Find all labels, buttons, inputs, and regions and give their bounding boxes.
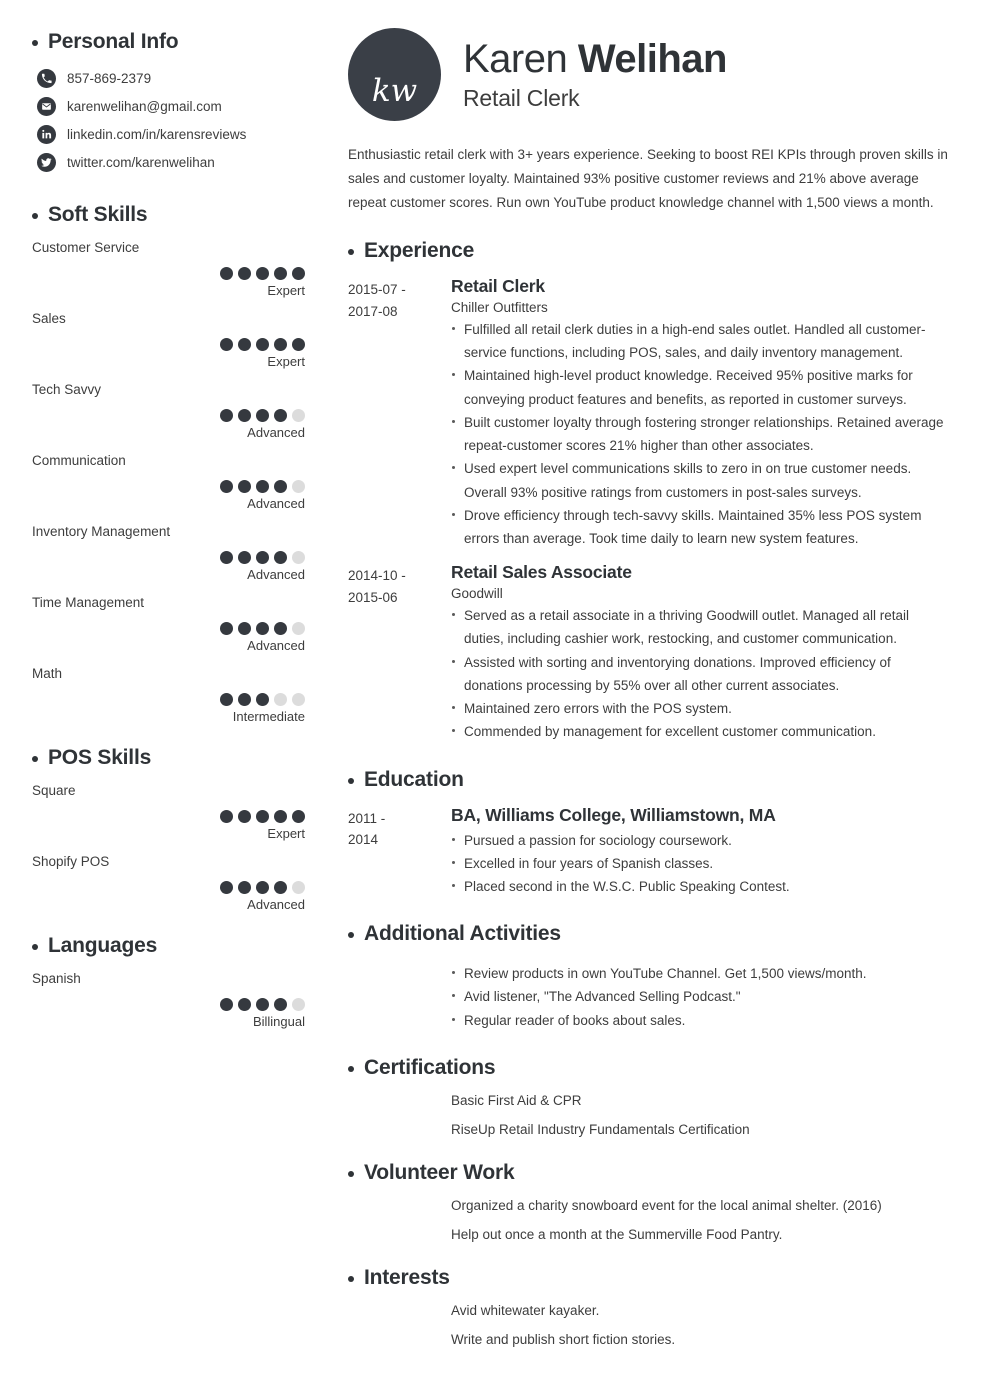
skill-label: Customer Service <box>32 240 140 255</box>
rating-dots <box>32 693 305 706</box>
skill-level-label: Billingual <box>252 1014 305 1029</box>
bullet-icon <box>348 1171 354 1177</box>
rating-dots <box>32 551 305 564</box>
section-heading-interests <box>348 1266 950 1290</box>
skill-label: Math <box>32 666 63 681</box>
plain-entry: Basic First Aid & CPR <box>451 1092 582 1108</box>
rating-dot-filled <box>220 267 233 280</box>
rating-dot-filled <box>238 881 251 894</box>
list-item: Regular reader of books about sales. <box>451 1009 950 1032</box>
skill-label: Sales <box>32 311 66 326</box>
additional-activities-entry <box>348 959 950 1032</box>
skill-item <box>32 382 305 440</box>
plain-entry: Write and publish short fiction stories. <box>451 1331 676 1347</box>
skill-item <box>32 453 305 511</box>
heading-label: Volunteer Work <box>364 1160 515 1184</box>
plain-entry: Avid whitewater kayaker. <box>451 1302 600 1318</box>
entry-title: Retail Clerk <box>451 276 545 297</box>
resume-entry <box>348 805 950 899</box>
rating-dots <box>32 881 305 894</box>
bullet-icon <box>348 1066 354 1072</box>
section-heading-languages <box>32 934 305 958</box>
resume-header <box>348 28 950 121</box>
skill-item <box>32 783 305 841</box>
rating-dots <box>32 998 305 1011</box>
main-content <box>340 0 990 1400</box>
bullet-icon <box>348 249 354 255</box>
rating-dot-filled <box>238 267 251 280</box>
entry-bullets <box>451 829 950 899</box>
page-title <box>463 37 727 81</box>
rating-dots <box>32 409 305 422</box>
skill-label: Spanish <box>32 971 81 986</box>
rating-dot-filled <box>256 622 269 635</box>
rating-dots <box>32 480 305 493</box>
rating-dot-filled <box>238 810 251 823</box>
entry-body <box>451 562 950 743</box>
rating-dots <box>32 267 305 280</box>
rating-dots <box>32 338 305 351</box>
rating-dot-filled <box>238 622 251 635</box>
rating-dot-filled <box>274 810 287 823</box>
list-item: Commended by management for excellent customer communication. <box>451 720 950 743</box>
rating-dot-filled <box>256 693 269 706</box>
section-heading-certifications <box>348 1056 950 1080</box>
rating-dots <box>32 622 305 635</box>
section-heading-personal-info <box>32 30 305 54</box>
resume-entry <box>348 276 950 550</box>
skill-rating <box>32 998 305 1029</box>
skill-label: Inventory Management <box>32 524 171 539</box>
list-item: Fulfilled all retail clerk duties in a high-end sales outlet. Handled all customer-service functions, including POS, sales, and daily inventory management. <box>451 318 950 364</box>
skill-label: Square <box>32 783 76 798</box>
rating-dot-filled <box>256 551 269 564</box>
sidebar <box>0 0 340 1400</box>
rating-dot-filled <box>238 409 251 422</box>
rating-dot-filled <box>256 267 269 280</box>
avatar-monogram: kw <box>371 73 418 109</box>
contact-value: 857-869-2379 <box>67 71 152 86</box>
bullet-icon <box>32 40 38 46</box>
rating-dot-filled <box>238 998 251 1011</box>
skill-rating <box>32 551 305 582</box>
rating-dot-filled <box>220 693 233 706</box>
skill-label: Shopify POS <box>32 854 110 869</box>
skill-label: Communication <box>32 453 126 468</box>
section-heading-experience <box>348 239 950 263</box>
languages-list <box>32 971 305 1029</box>
list-item: Excelled in four years of Spanish classes. <box>451 852 950 875</box>
list-item: Built customer loyalty through fostering stronger relationships. Retained average repeat-customer scores 21% higher than other associates. <box>451 411 950 457</box>
contact-list <box>32 69 305 172</box>
rating-dot-filled <box>274 551 287 564</box>
contact-item-phone[interactable] <box>32 69 305 88</box>
section-heading-pos-skills <box>32 746 305 770</box>
contact-value: karenwelihan@gmail.com <box>67 99 222 114</box>
skill-rating <box>32 267 305 298</box>
contact-value: twitter.com/karenwelihan <box>67 155 215 170</box>
entry-dates: 2014-10 - 2015-06 <box>348 568 406 606</box>
skill-level-label: Advanced <box>247 496 305 511</box>
bullet-icon <box>32 213 38 219</box>
activities-bullets <box>451 962 950 1032</box>
section-heading-soft-skills <box>32 203 305 227</box>
rating-dot-filled <box>220 622 233 635</box>
list-item: Assisted with sorting and inventorying donations. Improved efficiency of donations processing by 55% over all other current associates. <box>451 651 950 697</box>
spacer <box>348 959 451 1032</box>
heading-label: Soft Skills <box>48 203 148 226</box>
list-item: Placed second in the W.S.C. Public Speaking Contest. <box>451 875 950 898</box>
skill-level-label: Advanced <box>247 567 305 582</box>
rating-dot-filled <box>274 338 287 351</box>
heading-label: Certifications <box>364 1055 496 1079</box>
rating-dot-empty <box>292 881 305 894</box>
skill-item <box>32 240 305 298</box>
experience-entries <box>348 276 950 744</box>
entry-dates: 2015-07 - 2017-08 <box>348 282 406 319</box>
section-heading-additional-activities <box>348 922 950 946</box>
rating-dot-filled <box>256 409 269 422</box>
interests-list <box>348 1303 950 1347</box>
skill-rating <box>32 693 305 724</box>
list-item: Pursued a passion for sociology coursework. <box>451 829 950 852</box>
plain-entry: Organized a charity snowboard event for the local animal shelter. (2016) <box>451 1197 882 1213</box>
rating-dot-filled <box>220 551 233 564</box>
first-name: Karen <box>463 37 578 81</box>
rating-dot-filled <box>220 810 233 823</box>
bullet-icon <box>32 756 38 762</box>
rating-dot-filled <box>220 409 233 422</box>
skill-level-label: Intermediate <box>232 709 305 724</box>
volunteer-list <box>348 1198 950 1242</box>
rating-dot-filled <box>256 810 269 823</box>
rating-dot-filled <box>292 810 305 823</box>
rating-dot-filled <box>220 338 233 351</box>
email-icon <box>37 97 56 116</box>
rating-dot-filled <box>256 480 269 493</box>
rating-dot-empty <box>292 551 305 564</box>
rating-dot-filled <box>274 622 287 635</box>
entry-subtitle: Chiller Outfitters <box>451 300 548 316</box>
entry-body <box>451 959 950 1032</box>
bullet-icon <box>32 944 38 950</box>
rating-dots <box>32 810 305 823</box>
summary-text: Enthusiastic retail clerk with 3+ years experience. Seeking to boost REI KPIs through proven skills in sales and customer loyalty. Maintained 93% positive customer reviews and 21% above average repeat customer scores. Run own YouTube product knowledge channel with 1,500 views a month. <box>348 147 948 211</box>
plain-entry: RiseUp Retail Industry Fundamentals Certification <box>451 1121 750 1137</box>
rating-dot-filled <box>274 480 287 493</box>
skill-level-label: Advanced <box>247 638 305 653</box>
skill-level-label: Expert <box>267 283 305 298</box>
job-title: Retail Clerk <box>463 85 580 111</box>
skill-rating <box>32 881 305 912</box>
rating-dot-empty <box>292 622 305 635</box>
rating-dot-filled <box>238 693 251 706</box>
section-heading-volunteer-work <box>348 1161 950 1185</box>
bullet-icon <box>348 932 354 938</box>
bullet-icon <box>348 1276 354 1282</box>
pos-skills-list <box>32 783 305 912</box>
contact-item-email[interactable] <box>32 97 305 116</box>
rating-dot-filled <box>292 267 305 280</box>
skill-item <box>32 595 305 653</box>
bullet-icon <box>348 778 354 784</box>
heading-label: Languages <box>48 934 158 957</box>
rating-dot-filled <box>274 409 287 422</box>
certifications-list <box>348 1093 950 1137</box>
entry-dates: 2011 - 2014 <box>348 810 386 848</box>
heading-label: Education <box>364 767 464 791</box>
rating-dot-empty <box>274 693 287 706</box>
rating-dot-empty <box>292 409 305 422</box>
rating-dot-filled <box>274 881 287 894</box>
skill-level-label: Expert <box>267 354 305 369</box>
heading-label: Additional Activities <box>364 922 561 946</box>
skill-rating <box>32 810 305 841</box>
entry-title: Retail Sales Associate <box>451 562 632 583</box>
skill-item <box>32 524 305 582</box>
linkedin-icon <box>37 125 56 144</box>
entry-bullets <box>451 318 950 550</box>
name-block <box>463 37 727 112</box>
contact-value: linkedin.com/in/karensreviews <box>67 127 247 142</box>
skill-label: Tech Savvy <box>32 382 102 397</box>
skill-rating <box>32 409 305 440</box>
rating-dot-empty <box>292 693 305 706</box>
rating-dot-filled <box>256 998 269 1011</box>
plain-entry: Help out once a month at the Summerville Food Pantry. <box>451 1226 783 1242</box>
phone-icon <box>37 69 56 88</box>
heading-label: Interests <box>364 1265 450 1289</box>
list-item: Drove efficiency through tech-savvy skills. Maintained 35% less POS system errors than average. Took time daily to learn new system features. <box>451 504 950 550</box>
section-heading-education <box>348 768 950 792</box>
rating-dot-filled <box>274 267 287 280</box>
skill-rating <box>32 622 305 653</box>
education-entries <box>348 805 950 899</box>
rating-dot-filled <box>238 338 251 351</box>
list-item: Maintained high-level product knowledge. Received 95% positive marks for conveying product features and benefits, as reported in customer surveys. <box>451 364 950 410</box>
soft-skills-list <box>32 240 305 724</box>
last-name: Welihan <box>577 37 727 81</box>
resume-entry <box>348 562 950 743</box>
rating-dot-empty <box>292 998 305 1011</box>
skill-rating <box>32 338 305 369</box>
twitter-icon <box>37 153 56 172</box>
list-item: Avid listener, "The Advanced Selling Podcast." <box>451 985 950 1008</box>
rating-dot-filled <box>274 998 287 1011</box>
rating-dot-filled <box>220 881 233 894</box>
avatar <box>348 28 441 121</box>
rating-dot-filled <box>238 551 251 564</box>
rating-dot-filled <box>256 881 269 894</box>
rating-dot-filled <box>220 998 233 1011</box>
heading-label: POS Skills <box>48 746 152 769</box>
list-item: Served as a retail associate in a thriving Goodwill outlet. Managed all retail duties, including cashier work, restocking, and customer communication. <box>451 604 950 650</box>
entry-body <box>451 276 950 550</box>
rating-dot-filled <box>238 480 251 493</box>
skill-item <box>32 666 305 724</box>
list-item: Review products in own YouTube Channel. Get 1,500 views/month. <box>451 962 950 985</box>
entry-body <box>451 805 950 899</box>
entry-bullets <box>451 604 950 743</box>
entry-title: BA, Williams College, Williamstown, MA <box>451 804 776 825</box>
heading-label: Experience <box>364 239 475 263</box>
skill-level-label: Expert <box>267 826 305 841</box>
skill-level-label: Advanced <box>247 425 305 440</box>
rating-dot-filled <box>256 338 269 351</box>
contact-item-linkedin[interactable] <box>32 125 305 144</box>
rating-dot-empty <box>292 480 305 493</box>
rating-dot-filled <box>292 338 305 351</box>
skill-rating <box>32 480 305 511</box>
contact-item-twitter[interactable] <box>32 153 305 172</box>
rating-dot-filled <box>220 480 233 493</box>
heading-label: Personal Info <box>48 30 179 53</box>
list-item: Maintained zero errors with the POS system. <box>451 697 950 720</box>
list-item: Used expert level communications skills to zero in on true customer needs. Overall 93% positive ratings from customers in post-sales surveys. <box>451 457 950 503</box>
skill-level-label: Advanced <box>247 897 305 912</box>
skill-item <box>32 854 305 912</box>
skill-item <box>32 971 305 1029</box>
entry-subtitle: Goodwill <box>451 586 503 602</box>
skill-label: Time Management <box>32 595 145 610</box>
skill-item <box>32 311 305 369</box>
